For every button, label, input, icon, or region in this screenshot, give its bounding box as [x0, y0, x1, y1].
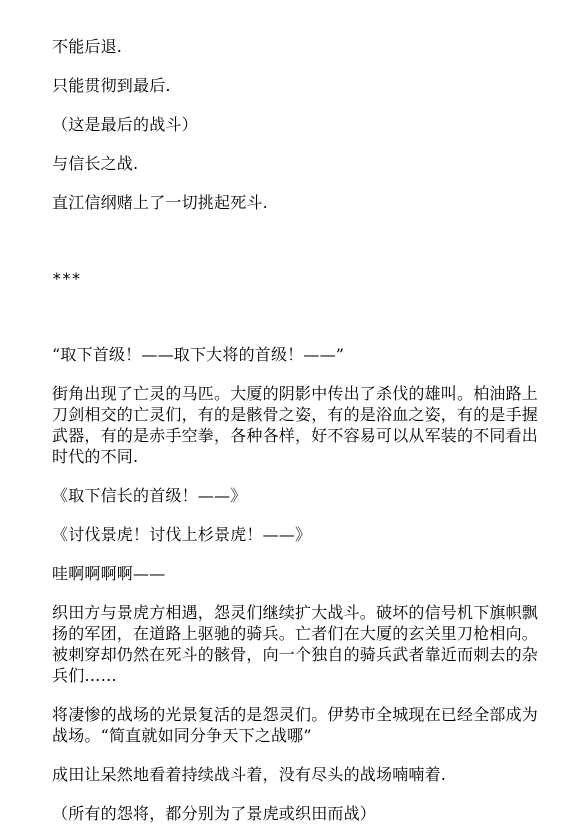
paragraph-take-heads-shout: “取下首级！——取下大将的首级！——”	[52, 345, 345, 364]
paragraph-nobunaga-head: 《取下信长的首级！——》	[52, 486, 247, 505]
paragraph-battle-with-nobunaga: 与信长之战.	[52, 154, 139, 173]
paragraph-battle-cry: 哇啊啊啊啊——	[52, 564, 166, 583]
paragraph-cannot-retreat: 不能后退.	[52, 37, 123, 56]
paragraph-carry-through: 只能贯彻到最后.	[52, 76, 171, 95]
paragraph-defeat-kagetora: 《讨伐景虎！讨伐上杉景虎！——》	[52, 525, 312, 544]
paragraph-all-generals: （所有的怨将，都分别为了景虎或织田而战）	[52, 804, 377, 823]
scene-separator: ***	[52, 269, 81, 288]
document-page	[52, 36, 552, 824]
paragraph-last-battle: （这是最后的战斗）	[52, 115, 198, 134]
paragraph-narita-mutters: 成田让呆然地看着持续战斗着，没有尽头的战场喃喃着.	[52, 765, 447, 784]
paragraph-naoe-death-match: 直江信纲赌上了一切挑起死斗.	[52, 193, 268, 212]
paragraph-armies-meet: 织田方与景虎方相遇，怨灵们继续扩大战斗。破坏的信号机下旗帜飘扬的军团，在道路上驱驰的骑兵。亡者们在大厦的玄关里刀枪相向。被刺穿却仍然在死斗的骸骨，向一个独自的骑兵武者靠近而刺去的杂兵们……	[52, 603, 539, 685]
paragraph-battlefield-revived: 将凄惨的战场的光景复活的是怨灵们。伊势市全城现在已经全部成为战场。“简直就如同分争天下之战哪”	[52, 705, 539, 745]
paragraph-street-ghosts: 街角出现了亡灵的马匹。大厦的阴影中传出了杀伐的雄叫。柏油路上刀剑相交的亡灵们，有的是骸骨之姿，有的是浴血之姿，有的是手握武器，有的是赤手空拳，各种各样，好不容易可以从军装的不同看出时代的不同.	[52, 384, 539, 466]
